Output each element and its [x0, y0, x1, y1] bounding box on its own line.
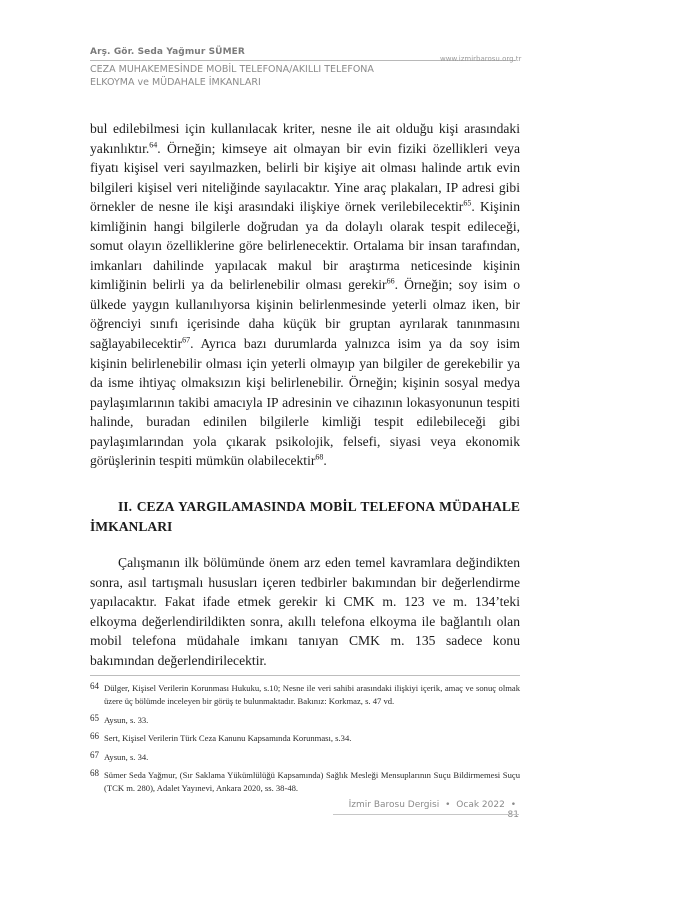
- running-footer: [333, 800, 519, 820]
- running-header-url[interactable]: www.izmirbarosu.org.tr: [440, 55, 522, 63]
- running-header-title-line1: CEZA MUHAKEMESİNDE MOBİL TELEFONA/AKILLI TELEFONA: [90, 64, 374, 75]
- footnote-text: Sert, Kişisel Verilerin Türk Ceza Kanunu Kapsamında Korunması, s.34.: [104, 733, 352, 743]
- running-header-author: Arş. Gör. Seda Yağmur SÜMER: [90, 47, 245, 57]
- paragraph-1-part-2: . Örneğin; kimseye ait olmayan bir evin fiziki özellikleri veya fiyatı kişisel veri sayılmazken, belirli bir kişiye ait olması halinde artık evin bilgileri kişisel veri niteliğinde sayılacaktır. Yine araç plakaları, IP adresi gibi örnekler de nesne ile kişi arasındaki ilişkiye örnek verilebilecektir: [90, 140, 520, 215]
- footnote-64: [90, 682, 520, 708]
- paragraph-1-part-5: . Ayrıca bazı durumlarda yalnızca isim ya da soy isim kişinin belirlenebilir olması için yeterli olmayıp yan bilgiler de gerekebilir ya da isme ihtiyaç olmaksızın kişi belirlenebilir. Örneğin; kişinin sosyal medya paylaşımlarının takibi amacıyla IP adresinin ve cihazının lokasyonunun tespiti halinde, buradan edinilen bilgilerle kimliği tespit edilebileceği gibi paylaşımlarından yola çıkarak psikolojik, felsefi, siyasi veya ekonomik görüşlerinin tespiti mümkün olabilecektir: [90, 336, 520, 469]
- footnote-ref-68[interactable]: 68: [315, 452, 324, 462]
- footnote-text: Aysun, s. 33.: [104, 714, 149, 725]
- paragraph-2: Çalışmanın ilk bölümünde önem arz eden temel kavramlara değindikten sonra, asıl tartışmalı hususları içeren tedbirler bakımından bir değerlendirme yapılacaktır. Fakat ifade etmek gerekir ki CMK m. 123 ve m. 134’teki elkoyma değerlendirildikten sonra, akıllı telefona elkoyma ile bağlantılı olan mobil telefona müdahale imkanı tanıyan CMK m. 135 sadece konu bakımından değerlendirilecektir.: [90, 555, 520, 668]
- footnote-number: 65: [90, 712, 99, 723]
- footnote-68: [90, 769, 520, 795]
- footnote-ref-65[interactable]: 65: [463, 198, 472, 208]
- footnote-ref-67[interactable]: 67: [182, 335, 191, 345]
- footnote-rule: [90, 675, 520, 676]
- footnote-text: Aysun, s. 34.: [104, 751, 149, 762]
- paragraph-1-part-6: .: [323, 453, 327, 469]
- footnote-number: 68: [90, 768, 99, 778]
- footnote-ref-66[interactable]: 66: [386, 276, 395, 286]
- footnote-67: [90, 751, 520, 764]
- paragraph-1-part-3: . Kişinin kimliğinin hangi bilgilerle doğrudan ya da dolaylı olarak tespit edileceği, somut olayın özelliklerine göre belirlenecektir. Ortalama bir insan tarafından, imkanları dahilinde yapılacak makul bir araştırma neticesinde kişinin kimliğinin belirli ya da belirlenebilir olması gerekir: [90, 199, 520, 293]
- footer-rule: [333, 814, 519, 815]
- footnote-ref-64[interactable]: 64: [149, 140, 158, 150]
- body-text: [90, 119, 520, 471]
- page-number: 81: [507, 810, 519, 820]
- paragraph-1-part-4: . Örneğin; soy isim o ülkede yaygın kullanılıyorsa kişinin belirlenmesinde yeterli olmaz iken, bir öğrenciyi sınıfı içerisinde daha küçük bir gruptan ayrılarak tanınmasını sağlayabilecektir: [90, 277, 520, 352]
- footnote-text: Sümer Seda Yağmur, (Sır Saklama Yükümlülüğü Kapsamında) Sağlık Mesleği Mensuplarının Suçu Bildirmemesi Suçu (TCK m. 280), Adalet Yayınevi, Ankara 2020, ss. 38-48.: [104, 770, 520, 793]
- footnotes: [90, 682, 520, 801]
- footnote-65: [90, 714, 520, 727]
- footnote-66: [90, 732, 520, 745]
- footnote-number: 64: [90, 681, 99, 691]
- paragraph-1-part-1: bul edilebilmesi için kullanılacak kriter, nesne ile ait olduğu kişi arasındaki yakınlıktır.: [90, 121, 520, 156]
- running-header-title-line2: ELKOYMA ve MÜDAHALE İMKANLARI: [90, 77, 261, 88]
- footnote-number: 67: [90, 749, 99, 760]
- running-header-title: [90, 63, 410, 89]
- footnote-number: 66: [90, 731, 99, 741]
- footnote-text: Dülger, Kişisel Verilerin Korunması Hukuku, s.10; Nesne ile veri sahibi arasındaki ilişkiyi içerik, amaç ve sonuç olmak üzere üç bölümde inceleyen bir görüş te bulunmaktadır. Bakınız: Korkmaz, s. 47 vd.: [104, 683, 520, 706]
- paragraph-1: [90, 119, 520, 471]
- section-heading: II. CEZA YARGILAMASINDA MOBİL TELEFONA MÜDAHALE İMKANLARI: [90, 499, 520, 534]
- footer-bullet: •: [510, 800, 516, 810]
- footer-bullet: •: [445, 800, 451, 810]
- footer-journal: İzmir Barosu Dergisi: [348, 800, 440, 810]
- footer-date: Ocak 2022: [456, 800, 505, 810]
